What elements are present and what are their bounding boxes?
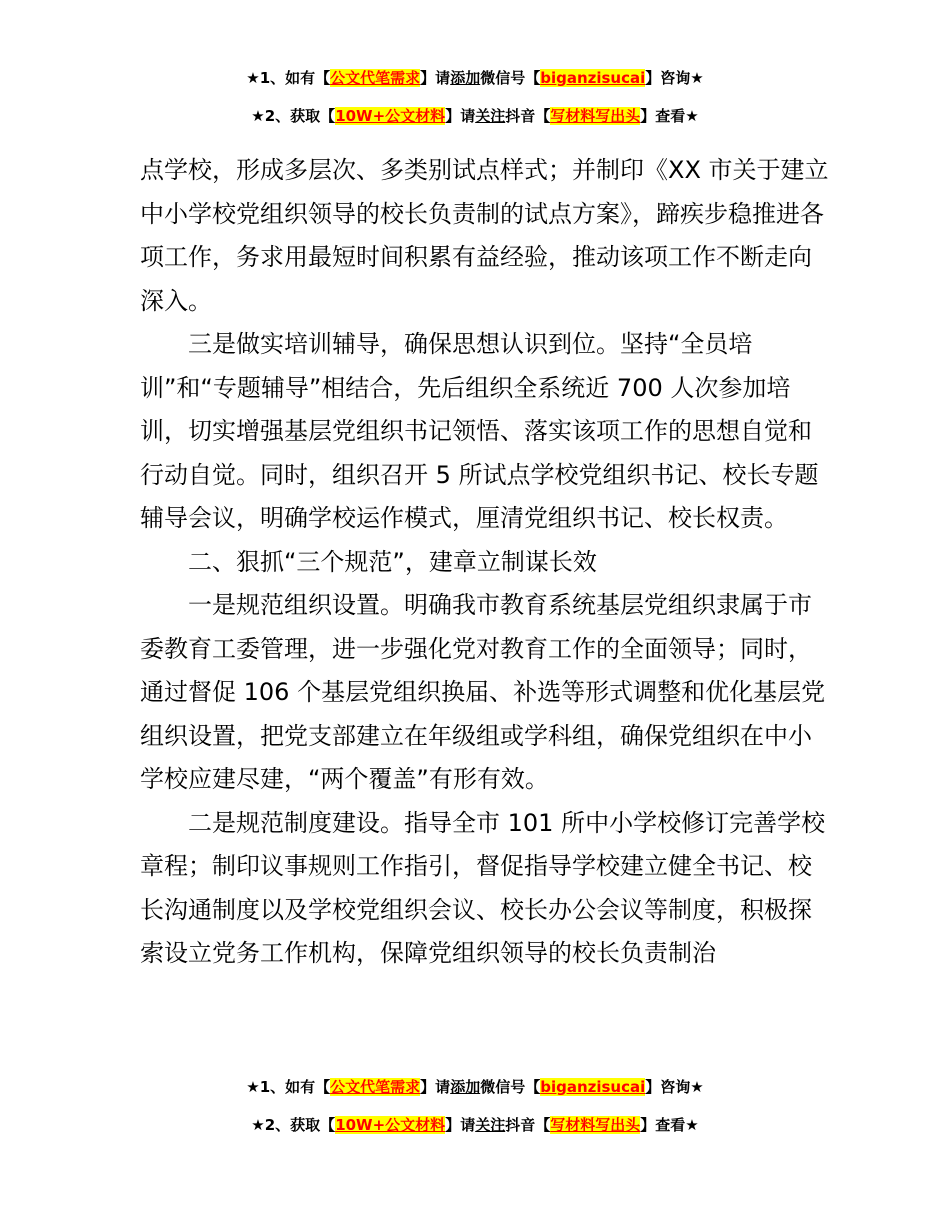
banner-highlight: 写材料写出头: [550, 107, 641, 125]
banner-text: 】咨询★: [645, 1078, 704, 1096]
banner-highlight: 公文代笔需求: [330, 1078, 421, 1096]
footer-banner-line-2: [0, 1115, 950, 1135]
banner-highlight: biganzisucai: [540, 69, 646, 87]
header-banner-line-2: [0, 106, 950, 126]
banner-text: 】请: [445, 1116, 476, 1134]
banner-text: 】查看★: [640, 107, 699, 125]
banner-text: ★1、如有【: [246, 1078, 331, 1096]
section-heading: 二、狠抓“三个规范”，建章立制谋长效: [188, 547, 597, 576]
document-body: [140, 149, 830, 976]
banner-text: 】查看★: [640, 1116, 699, 1134]
banner-underlined: 关注: [475, 107, 506, 125]
banner-text: 微信号【: [480, 1078, 541, 1096]
banner-highlight: 写材料写出头: [550, 1116, 641, 1134]
paragraph: 一是规范组织设置。明确我市教育系统基层党组织隶属于市委教育工委管理，进一步强化党对教育工作的全面领导；同时，通过督促 106 个基层党组织换届、补选等形式调整和优化基层党组织设置，把党支部建立在年级组或学科组，确保党组织在中小学校应建尽建，“两个覆盖”有形有效。: [140, 591, 826, 793]
banner-text: 】咨询★: [645, 69, 704, 87]
banner-text: ★2、获取【: [251, 107, 336, 125]
footer-banner-line-1: [0, 1077, 950, 1097]
paragraph: 点学校，形成多层次、多类别试点样式；并制印《XX 市关于建立中小学校党组织领导的校长负责制的试点方案》，蹄疾步稳推进各项工作，务求用最短时间积累有益经验，推动该项工作不断走向深入。: [140, 156, 829, 315]
banner-text: 】请: [420, 69, 451, 87]
paragraph: 三是做实培训辅导，确保思想认识到位。坚持“全员培训”和“专题辅导”相结合，先后组织全系统近 700 人次参加培训，切实增强基层党组织书记领悟、落实该项工作的思想自觉和行动自觉。同时，组织召开 5 所试点学校党组织书记、校长专题辅导会议，明确学校运作模式，厘清党组织书记、校长权责。: [140, 330, 819, 532]
paragraph: 二是规范制度建设。指导全市 101 所中小学校修订完善学校章程；制印议事规则工作指引，督促指导学校建立健全书记、校长沟通制度以及学校党组织会议、校长办公会议等制度，积极探索设立党务工作机构，保障党组织领导的校长负责制治: [140, 808, 826, 967]
banner-text: ★1、如有【: [246, 69, 331, 87]
banner-highlight: 公文代笔需求: [330, 69, 421, 87]
banner-highlight: 10W+公文材料: [335, 107, 446, 125]
banner-highlight: biganzisucai: [540, 1078, 646, 1096]
banner-highlight: 10W+公文材料: [335, 1116, 446, 1134]
banner-text: 抖音【: [505, 107, 551, 125]
banner-text: ★2、获取【: [251, 1116, 336, 1134]
banner-text: 】请: [420, 1078, 451, 1096]
banner-underlined: 关注: [475, 1116, 506, 1134]
banner-underlined: 添加: [450, 69, 481, 87]
banner-text: 微信号【: [480, 69, 541, 87]
header-banner-line-1: [0, 68, 950, 88]
banner-text: 抖音【: [505, 1116, 551, 1134]
banner-text: 】请: [445, 107, 476, 125]
banner-underlined: 添加: [450, 1078, 481, 1096]
